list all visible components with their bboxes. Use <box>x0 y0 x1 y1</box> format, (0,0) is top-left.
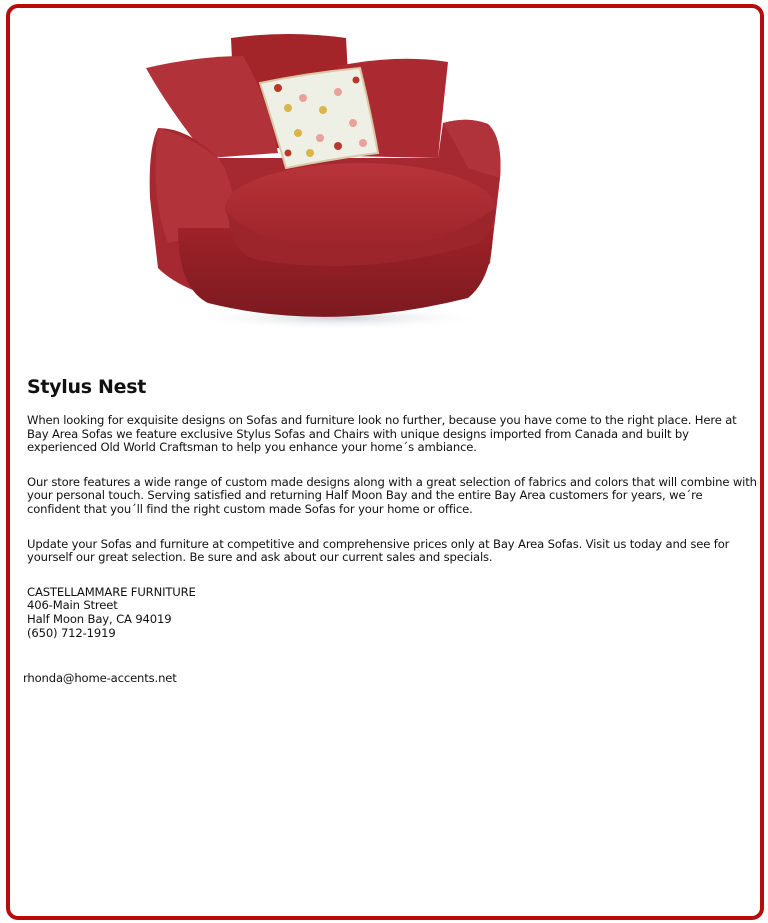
store-paragraph: Our store features a wide range of custom made designs along with a great selection of fabrics and colors that will combine with your personal touch. Serving satisfied and returning Half Moon Bay and the entire Bay Area customers for years, we´re confident that you´ll find the right custom made Sofas for your home or office. <box>27 474 757 516</box>
page-content <box>27 374 757 640</box>
intro-paragraph: When looking for exquisite designs on Sofas and furniture look no further, because you have come to the right place. Here at Bay Area Sofas we feature exclusive Stylus Sofas and Chairs with unique designs imported from Canada and built by experienced Old World Craftsman to help you enhance your home´s ambiance. <box>27 413 737 455</box>
update-paragraph: Update your Sofas and furniture at competitive and comprehensive prices only at Bay Area Sofas. Visit us today and see for yourself our great selection. Be sure and ask about our current sales and specials. <box>27 536 730 565</box>
store-address <box>27 586 757 640</box>
city-state-zip: Half Moon Bay, CA 94019 <box>27 611 172 626</box>
chair-image <box>138 28 510 333</box>
email-link[interactable]: rhonda@home-accents.net <box>23 671 177 685</box>
company-name: CASTELLAMMARE FURNITURE <box>27 584 196 599</box>
street-address: 406-Main Street <box>27 598 118 613</box>
phone-number: (650) 712-1919 <box>27 625 116 640</box>
product-title: Stylus Nest <box>27 376 146 398</box>
